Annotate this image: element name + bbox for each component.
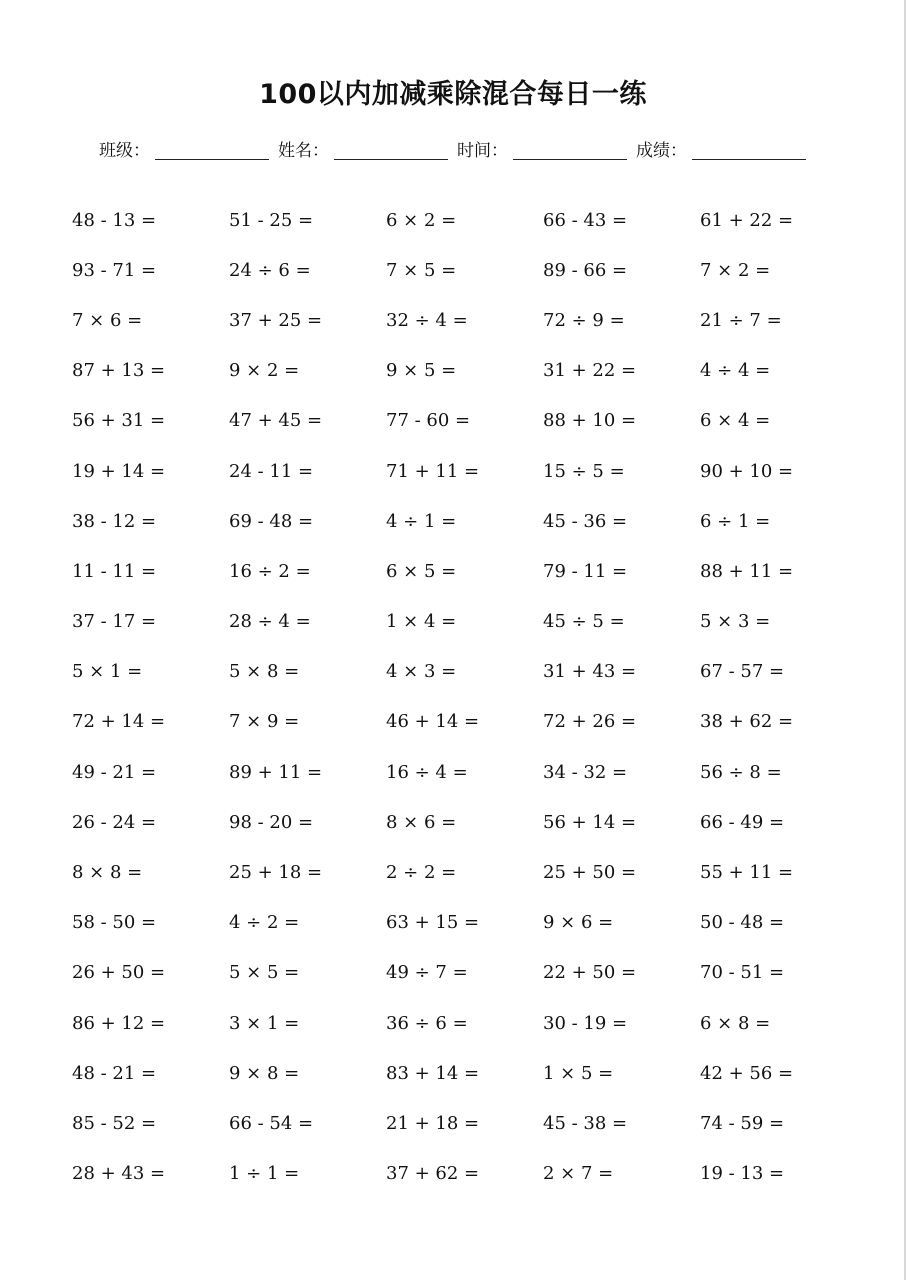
math-problem: 46 + 14 = <box>386 711 480 733</box>
math-problem: 63 + 15 = <box>386 912 480 934</box>
math-problem: 6 × 2 = <box>386 209 457 231</box>
name-label: 姓名： <box>278 141 329 161</box>
problem-row <box>72 847 872 897</box>
math-problem: 93 - 71 = <box>72 259 157 281</box>
problem-row <box>72 1149 872 1199</box>
math-problem: 8 × 6 = <box>386 811 457 833</box>
problem-row <box>72 747 872 797</box>
math-problem: 24 - 11 = <box>229 460 314 482</box>
math-problem: 61 + 22 = <box>700 209 794 231</box>
math-problem: 19 + 14 = <box>72 460 166 482</box>
math-problem: 1 × 5 = <box>543 1062 614 1084</box>
math-problem: 56 + 31 = <box>72 410 166 432</box>
math-problem: 66 - 49 = <box>700 811 785 833</box>
math-problem: 28 ÷ 4 = <box>229 611 311 633</box>
problem-row <box>72 948 872 998</box>
math-problem: 71 + 11 = <box>386 460 480 482</box>
math-problem: 88 + 10 = <box>543 410 637 432</box>
math-problem: 6 × 8 = <box>700 1012 771 1034</box>
worksheet-title: 100以内加减乘除混合每日一练 <box>259 79 647 110</box>
math-problem: 30 - 19 = <box>543 1012 628 1034</box>
math-problem: 86 + 12 = <box>72 1012 166 1034</box>
math-problem: 19 - 13 = <box>700 1163 785 1185</box>
math-problem: 4 ÷ 1 = <box>386 510 457 532</box>
class-label: 班级： <box>99 141 150 161</box>
math-problem: 25 + 50 = <box>543 862 637 884</box>
time-blank-line[interactable] <box>513 159 627 160</box>
math-problem: 8 × 8 = <box>72 862 143 884</box>
math-problem: 6 × 4 = <box>700 410 771 432</box>
math-problem: 77 - 60 = <box>386 410 471 432</box>
math-problem: 89 + 11 = <box>229 761 323 783</box>
math-problem: 5 × 3 = <box>700 611 771 633</box>
math-problem: 34 - 32 = <box>543 761 628 783</box>
math-problem: 22 + 50 = <box>543 962 637 984</box>
math-problem: 15 ÷ 5 = <box>543 460 625 482</box>
problem-row <box>72 1048 872 1098</box>
problem-row <box>72 295 872 345</box>
math-problem: 31 + 43 = <box>543 661 637 683</box>
problem-row <box>72 496 872 546</box>
problem-row <box>72 797 872 847</box>
math-problem: 7 × 6 = <box>72 309 143 331</box>
math-problem: 85 - 52 = <box>72 1112 157 1134</box>
math-problem: 79 - 11 = <box>543 560 628 582</box>
math-problem: 87 + 13 = <box>72 360 166 382</box>
math-problem: 5 × 5 = <box>229 962 300 984</box>
math-problem: 3 × 1 = <box>229 1012 300 1034</box>
math-problem: 26 - 24 = <box>72 811 157 833</box>
math-problem: 83 + 14 = <box>386 1062 480 1084</box>
problem-row <box>72 546 872 596</box>
problem-row <box>72 597 872 647</box>
math-problem: 58 - 50 = <box>72 912 157 934</box>
math-problem: 37 + 25 = <box>229 309 323 331</box>
math-problem: 31 + 22 = <box>543 360 637 382</box>
problem-row <box>72 195 872 245</box>
problem-row <box>72 346 872 396</box>
math-problem: 38 - 12 = <box>72 510 157 532</box>
math-problem: 9 × 2 = <box>229 360 300 382</box>
math-problem: 25 + 18 = <box>229 862 323 884</box>
problem-row <box>72 898 872 948</box>
math-problem: 1 ÷ 1 = <box>229 1163 300 1185</box>
math-problem: 4 × 3 = <box>386 661 457 683</box>
math-problem: 4 ÷ 4 = <box>700 360 771 382</box>
problem-row <box>72 697 872 747</box>
math-problem: 26 + 50 = <box>72 962 166 984</box>
problem-row <box>72 446 872 496</box>
problem-grid <box>72 195 872 1199</box>
math-problem: 4 ÷ 2 = <box>229 912 300 934</box>
math-problem: 48 - 21 = <box>72 1062 157 1084</box>
math-problem: 98 - 20 = <box>229 811 314 833</box>
math-problem: 89 - 66 = <box>543 259 628 281</box>
math-problem: 45 - 38 = <box>543 1112 628 1134</box>
math-problem: 50 - 48 = <box>700 912 785 934</box>
math-problem: 9 × 8 = <box>229 1062 300 1084</box>
math-problem: 37 - 17 = <box>72 611 157 633</box>
math-problem: 45 ÷ 5 = <box>543 611 625 633</box>
math-problem: 88 + 11 = <box>700 560 794 582</box>
math-problem: 2 ÷ 2 = <box>386 862 457 884</box>
math-problem: 72 + 26 = <box>543 711 637 733</box>
math-problem: 7 × 2 = <box>700 259 771 281</box>
math-problem: 90 + 10 = <box>700 460 794 482</box>
math-problem: 7 × 9 = <box>229 711 300 733</box>
score-blank-line[interactable] <box>692 159 806 160</box>
math-problem: 6 ÷ 1 = <box>700 510 771 532</box>
name-blank-line[interactable] <box>334 159 448 160</box>
score-label: 成绩： <box>636 141 687 161</box>
math-problem: 51 - 25 = <box>229 209 314 231</box>
class-blank-line[interactable] <box>155 159 269 160</box>
math-problem: 72 + 14 = <box>72 711 166 733</box>
math-problem: 1 × 4 = <box>386 611 457 633</box>
problem-row <box>72 396 872 446</box>
math-problem: 47 + 45 = <box>229 410 323 432</box>
math-problem: 16 ÷ 4 = <box>386 761 468 783</box>
math-problem: 67 - 57 = <box>700 661 785 683</box>
math-problem: 36 ÷ 6 = <box>386 1012 468 1034</box>
math-problem: 72 ÷ 9 = <box>543 309 625 331</box>
math-problem: 11 - 11 = <box>72 560 157 582</box>
problem-row <box>72 998 872 1048</box>
math-problem: 69 - 48 = <box>229 510 314 532</box>
math-problem: 6 × 5 = <box>386 560 457 582</box>
math-problem: 28 + 43 = <box>72 1163 166 1185</box>
problem-row <box>72 647 872 697</box>
math-problem: 21 ÷ 7 = <box>700 309 782 331</box>
math-problem: 49 - 21 = <box>72 761 157 783</box>
math-problem: 9 × 6 = <box>543 912 614 934</box>
math-problem: 37 + 62 = <box>386 1163 480 1185</box>
math-problem: 56 + 14 = <box>543 811 637 833</box>
math-problem: 55 + 11 = <box>700 862 794 884</box>
math-problem: 48 - 13 = <box>72 209 157 231</box>
math-problem: 32 ÷ 4 = <box>386 309 468 331</box>
math-problem: 66 - 43 = <box>543 209 628 231</box>
math-problem: 38 + 62 = <box>700 711 794 733</box>
math-problem: 66 - 54 = <box>229 1112 314 1134</box>
student-info-row <box>99 134 819 164</box>
math-problem: 21 + 18 = <box>386 1112 480 1134</box>
problem-row <box>72 1098 872 1148</box>
math-problem: 24 ÷ 6 = <box>229 259 311 281</box>
problem-row <box>72 245 872 295</box>
math-problem: 5 × 8 = <box>229 661 300 683</box>
math-problem: 42 + 56 = <box>700 1062 794 1084</box>
math-problem: 7 × 5 = <box>386 259 457 281</box>
math-problem: 74 - 59 = <box>700 1112 785 1134</box>
math-problem: 2 × 7 = <box>543 1163 614 1185</box>
math-problem: 16 ÷ 2 = <box>229 560 311 582</box>
math-problem: 9 × 5 = <box>386 360 457 382</box>
math-problem: 45 - 36 = <box>543 510 628 532</box>
math-problem: 5 × 1 = <box>72 661 143 683</box>
math-problem: 56 ÷ 8 = <box>700 761 782 783</box>
math-problem: 70 - 51 = <box>700 962 785 984</box>
math-problem: 49 ÷ 7 = <box>386 962 468 984</box>
time-label: 时间： <box>457 141 508 161</box>
